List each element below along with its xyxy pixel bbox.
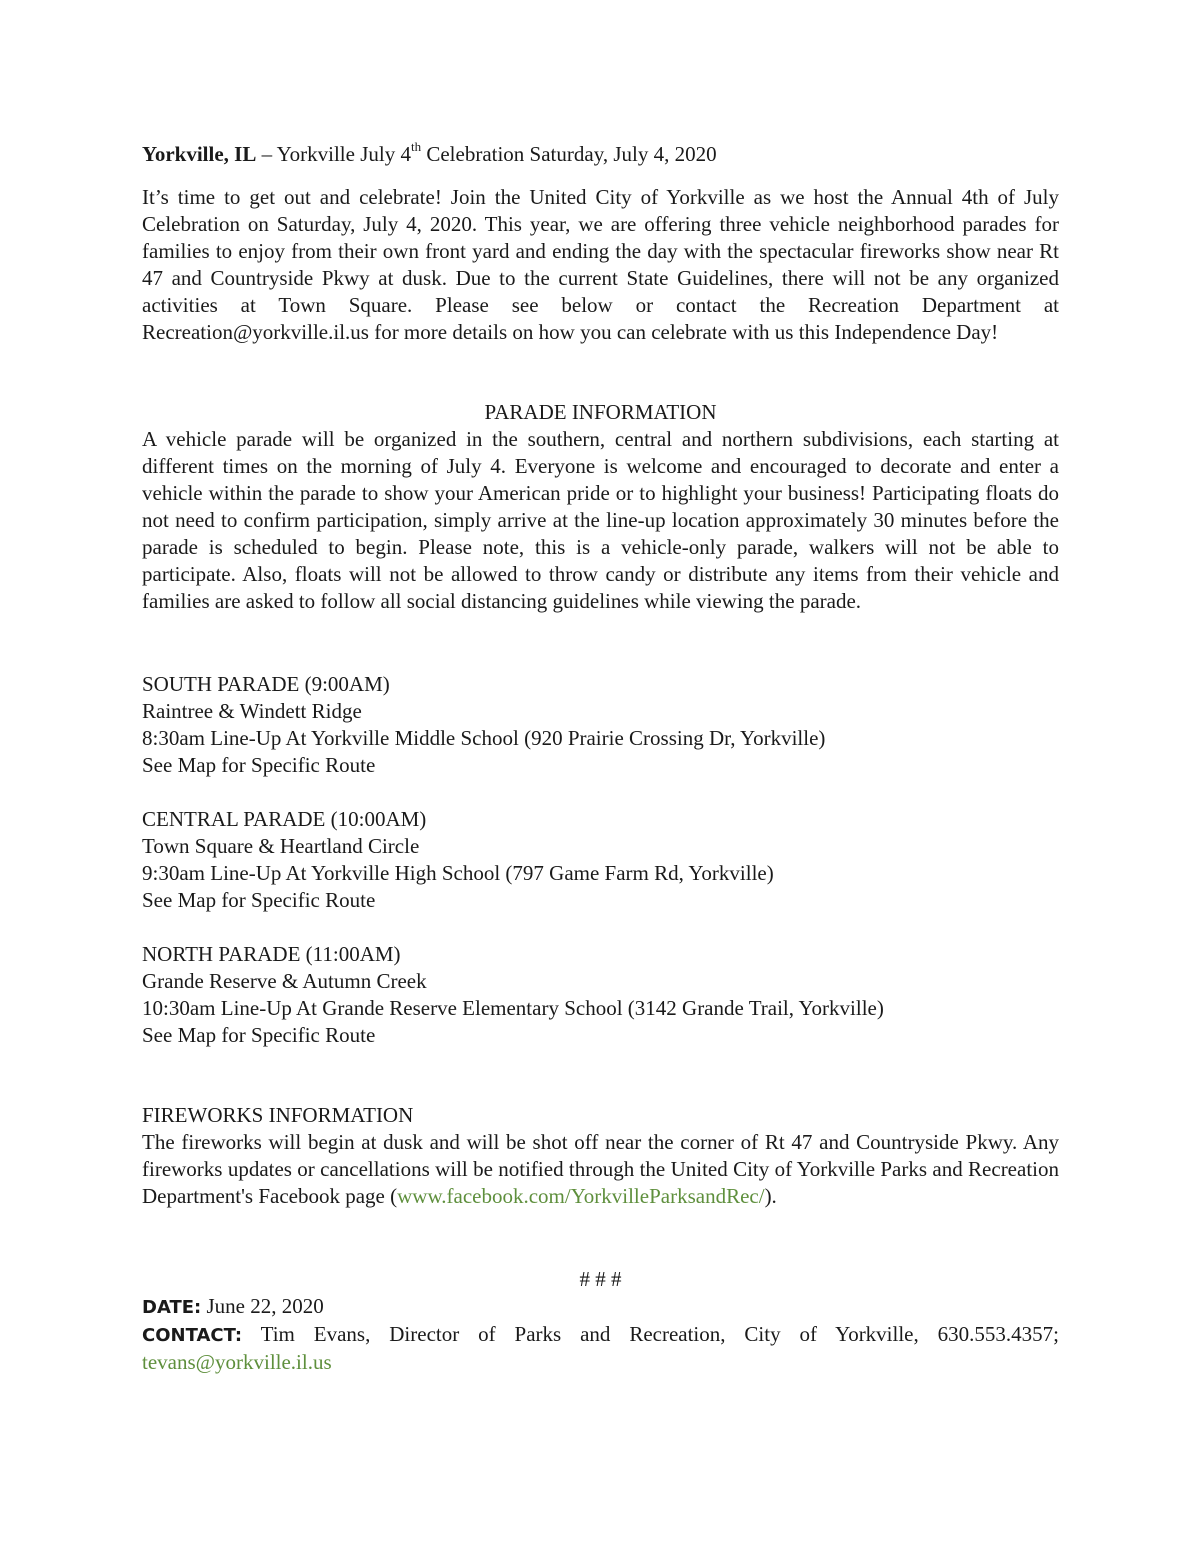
fireworks-open-paren: ( xyxy=(390,1184,398,1208)
contact-email-link[interactable]: tevans@yorkville.il.us xyxy=(142,1350,332,1374)
title-text-end: Celebration Saturday, July 4, 2020 xyxy=(421,142,717,166)
parade-area: Town Square & Heartland Circle xyxy=(142,834,420,858)
end-marks: # # # xyxy=(579,1267,622,1291)
parade-name: SOUTH PARADE (9:00AM) xyxy=(142,672,390,696)
parade-lineup: 10:30am Line-Up At Grande Reserve Elementary School (3142 Grande Trail, Yorkville) xyxy=(142,996,884,1020)
fireworks-heading: FIREWORKS INFORMATION xyxy=(142,1103,414,1127)
facebook-link[interactable]: www.facebook.com/YorkvilleParksandRec/ xyxy=(397,1184,765,1208)
intro-paragraph: It’s time to get out and celebrate! Join the United City of Yorkville as we host the Annual 4th of July Celebration on Saturday, July 4, 2020. This year, we are offering three vehicle neighborhood parades for families to enjoy from their own front yard and ending the day with the spectacular fireworks show near Rt 47 and Countryside Pkwy at dusk. Due to the current State Guidelines, there will not be any organized activities at Town Square. Please see below or contact the Recreation Department at Recreation@yorkville.il.us for more details on how you can celebrate with us this Independence Day! xyxy=(142,185,1059,344)
date-value: June 22, 2020 xyxy=(201,1294,324,1318)
title-text-start: Yorkville July 4 xyxy=(276,142,411,166)
date-label: DATE: xyxy=(142,1297,202,1318)
parade-lineup: 9:30am Line-Up At Yorkville High School (797 Game Farm Rd, Yorkville) xyxy=(142,861,774,885)
parade-info-paragraph: A vehicle parade will be organized in the southern, central and northern subdivisions, each starting at different times on the morning of July 4. Everyone is welcome and encouraged to decorate and enter a vehicle within the parade to show your American pride or to highlight your business! Participating floats do not need to confirm participation, simply arrive at the line-up location approximately 30 minutes before the parade is scheduled to begin. Please note, this is a vehicle-only parade, walkers will not be able to participate. Also, floats will not be allowed to throw candy or distribute any items from their vehicle and families are asked to follow all social distancing guidelines while viewing the parade. xyxy=(142,427,1059,613)
fireworks-text: The fireworks will begin at dusk and will be shot off near the corner of Rt 47 and Countryside Pkwy. Any fireworks updates or cancellations will be notified through the United City of Yorkville Parks and Recreation Department's Facebook page xyxy=(142,1130,1059,1208)
parade-map-note: See Map for Specific Route xyxy=(142,1023,376,1047)
north-parade-section xyxy=(142,941,1059,1049)
title-superscript: th xyxy=(410,139,422,154)
contact-label: CONTACT: xyxy=(142,1325,243,1346)
central-parade-section xyxy=(142,806,1059,914)
contact-line xyxy=(142,1321,1059,1376)
title-dash: – xyxy=(256,142,277,166)
release-title xyxy=(142,141,1059,168)
fireworks-close: ). xyxy=(764,1184,777,1208)
contact-text: Tim Evans, Director of Parks and Recreation, City of Yorkville, 630.553.4357; xyxy=(242,1322,1059,1346)
parade-map-note: See Map for Specific Route xyxy=(142,888,376,912)
south-parade-section xyxy=(142,671,1059,779)
parade-map-note: See Map for Specific Route xyxy=(142,753,376,777)
parade-name: NORTH PARADE (11:00AM) xyxy=(142,942,401,966)
parade-info-heading: PARADE INFORMATION xyxy=(484,400,717,424)
parade-lineup: 8:30am Line-Up At Yorkville Middle School (920 Prairie Crossing Dr, Yorkville) xyxy=(142,726,826,750)
date-line xyxy=(142,1293,1059,1321)
parade-area: Grande Reserve & Autumn Creek xyxy=(142,969,427,993)
parade-name: CENTRAL PARADE (10:00AM) xyxy=(142,807,427,831)
parade-area: Raintree & Windett Ridge xyxy=(142,699,362,723)
location-label: Yorkville, IL xyxy=(142,142,257,166)
fireworks-paragraph xyxy=(142,1129,1059,1210)
